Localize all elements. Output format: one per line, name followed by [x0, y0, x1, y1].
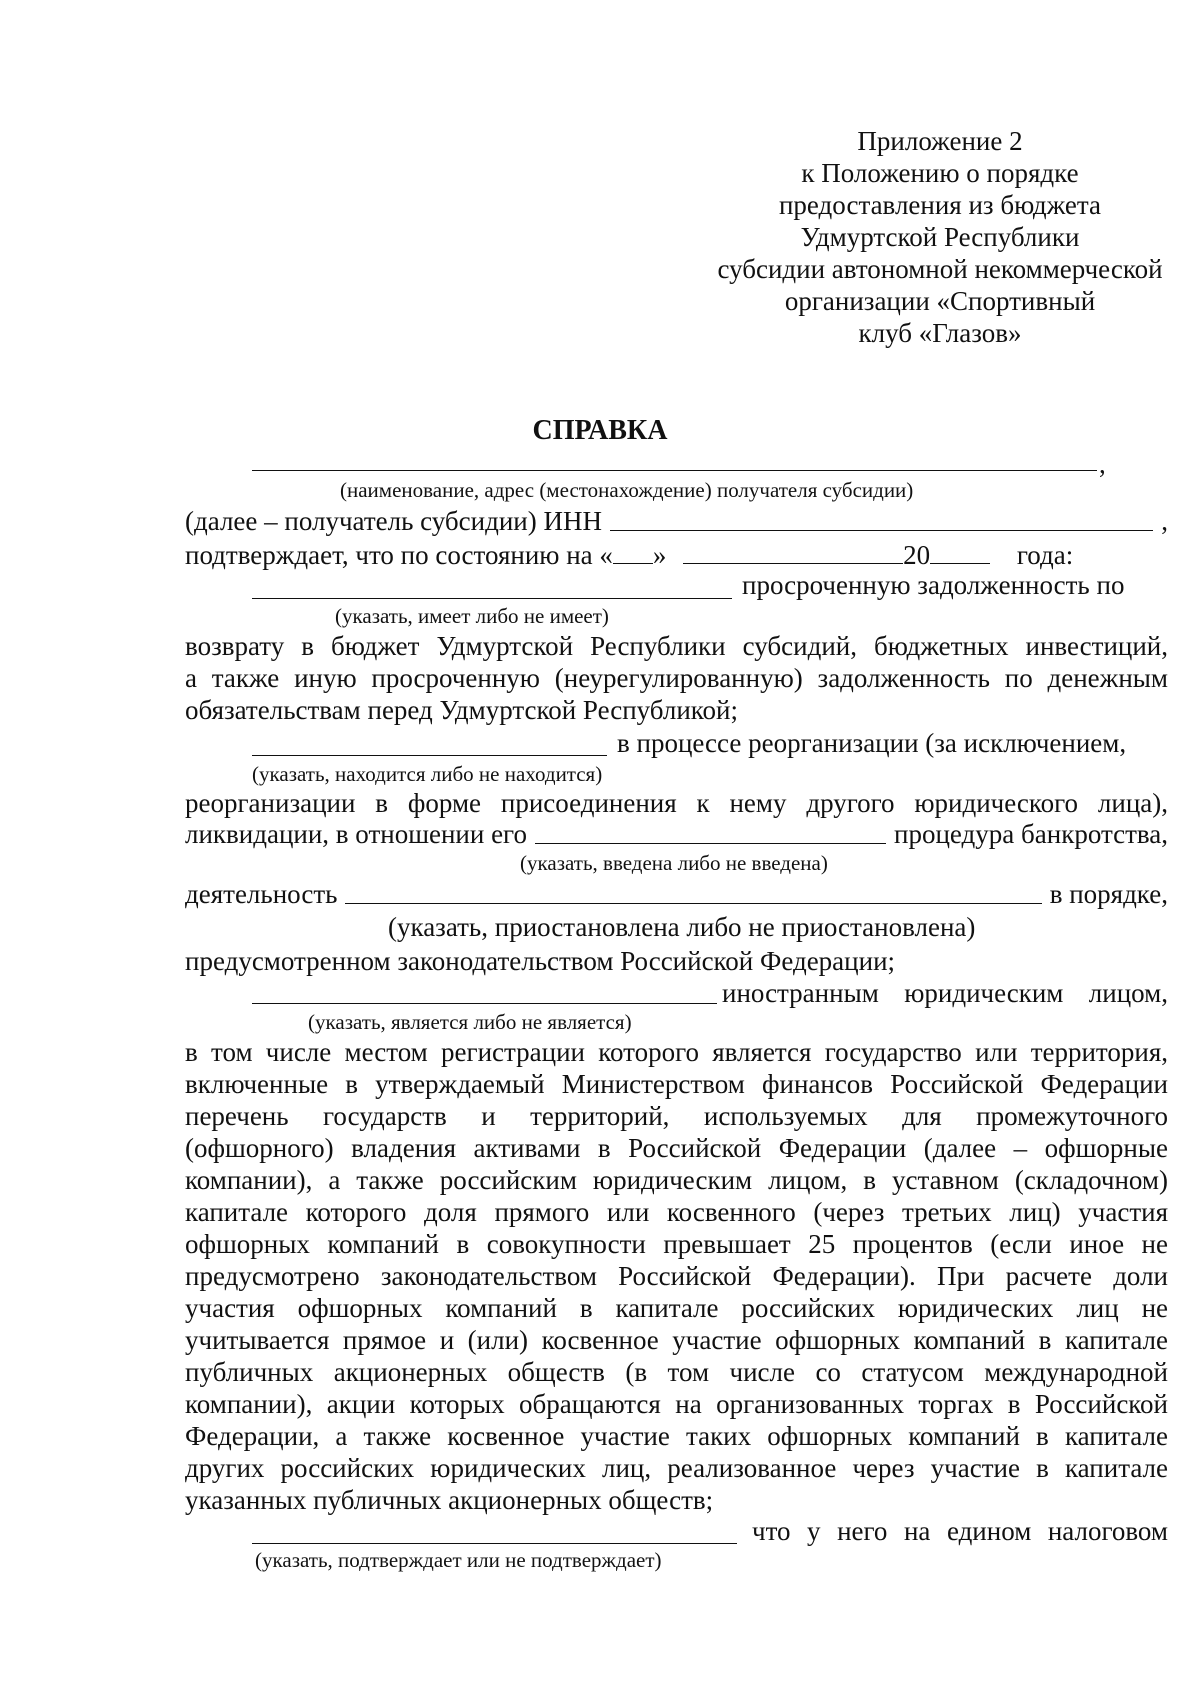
activity-blank[interactable] — [345, 879, 1041, 904]
debt-text: просроченную задолженность по — [742, 570, 1125, 600]
foreign-line: Федерации, а также косвенное участие таких офшорных компаний в капитале — [185, 1421, 1168, 1451]
tax-text-line — [752, 1515, 1168, 1547]
debt-line: возврату в бюджет Удмуртской Республики субсидий, бюджетных инвестиций, — [185, 631, 1168, 661]
foreign-line: перечень государств и территорий, используемых для промежуточного — [185, 1101, 1168, 1131]
foreign-line: включенные в утверждаемый Министерством финансов Российской Федерации — [185, 1069, 1168, 1099]
activity-prefix: деятельность — [185, 879, 338, 909]
appendix-line: Приложение 2 — [857, 126, 1023, 156]
appendix-line: Удмуртской Республики — [800, 222, 1080, 252]
debt-hint: (указать, имеет либо не имеет) — [335, 604, 609, 628]
foreign-line: компании), акции которых обращаются на организованных торгах в Российской — [185, 1389, 1168, 1419]
year-prefix: 20 — [903, 540, 931, 570]
date-suffix: года: — [1016, 540, 1074, 570]
debt-blank[interactable] — [252, 598, 732, 599]
bankruptcy-prefix: ликвидации, в отношении его — [185, 819, 527, 849]
bankruptcy-hint: (указать, введена либо не введена) — [520, 851, 828, 875]
reorganization-blank[interactable] — [252, 755, 607, 756]
inn-line — [185, 505, 1168, 537]
foreign-line: участия офшорных компаний в капитале российских юридических лиц не — [185, 1293, 1168, 1323]
activity-line2: предусмотренном законодательством Российской Федерации; — [185, 946, 896, 976]
tax-hint: (указать, подтверждает или не подтверждает) — [255, 1548, 662, 1572]
foreign-last-line: указанных публичных акционерных обществ; — [185, 1485, 714, 1515]
date-quote-close: » — [652, 540, 667, 570]
foreign-line: капитале которого доля прямого или косвенного (через третьих лиц) участия — [185, 1197, 1168, 1227]
bankruptcy-blank[interactable] — [535, 819, 886, 844]
tax-blank[interactable] — [252, 1543, 737, 1544]
foreign-line: предусмотрено законодательством Российской Федерации). При расчете доли — [185, 1261, 1168, 1291]
appendix-header — [680, 125, 1200, 349]
foreign-hint: (указать, является либо не является) — [308, 1010, 632, 1034]
bankruptcy-suffix: процедура банкротства, — [894, 819, 1168, 849]
month-blank[interactable] — [683, 537, 903, 564]
bankruptcy-line — [185, 818, 1168, 850]
appendix-line: предоставления из бюджета — [778, 190, 1102, 220]
inn-blank[interactable] — [610, 506, 1153, 531]
recipient-blank[interactable] — [252, 470, 1097, 471]
activity-hint: (указать, приостановлена либо не приостановлена) — [388, 912, 976, 942]
inn-prefix: (далее – получатель субсидии) ИНН — [185, 506, 602, 536]
foreign-text: иностранным юридическим лицом, — [722, 978, 1168, 1008]
foreign-line: учитывается прямое и (или) косвенное участие офшорных компаний в капитале — [185, 1325, 1168, 1355]
activity-line — [185, 878, 1168, 910]
foreign-line: офшорных компаний в совокупности превышает 25 процентов (если иное не — [185, 1229, 1168, 1259]
tax-text: что у него на едином налоговом — [752, 1516, 1168, 1546]
foreign-line: компании), а также российским юридическим лицом, в уставном (складочном) — [185, 1165, 1168, 1195]
date-line — [185, 537, 1073, 571]
inn-comma: , — [1161, 506, 1168, 536]
year-blank[interactable] — [930, 537, 990, 564]
foreign-line: других российских юридических лиц, реализованное через участие в капитале — [185, 1453, 1168, 1483]
foreign-line: публичных акционерных обществ (в том числе со статусом международной — [185, 1357, 1168, 1387]
date-prefix: подтверждает, что по состоянию на « — [185, 540, 613, 570]
appendix-line: клуб «Глазов» — [858, 318, 1022, 348]
day-blank[interactable] — [613, 537, 653, 564]
debt-line: обязательствам перед Удмуртской Республикой; — [185, 695, 738, 725]
appendix-line: субсидии автономной некоммерческой — [717, 254, 1163, 284]
activity-suffix: в порядке, — [1049, 879, 1168, 909]
appendix-line: организации «Спортивный — [784, 286, 1096, 316]
document-title: СПРАВКА — [532, 415, 668, 446]
recipient-hint: (наименование, адрес (местонахождение) получателя субсидии) — [340, 478, 914, 502]
appendix-line: к Положению о порядке — [801, 158, 1079, 188]
foreign-line: в том числе местом регистрации которого является государство или территория, — [185, 1037, 1168, 1067]
reorganization-line: реорганизации в форме присоединения к нему другого юридического лица), — [185, 788, 1168, 818]
foreign-text-line — [722, 977, 1168, 1009]
reorganization-text: в процессе реорганизации (за исключением, — [617, 728, 1127, 758]
recipient-comma: , — [1099, 449, 1106, 479]
debt-line: а также иную просроченную (неурегулированную) задолженность по денежным — [185, 663, 1168, 693]
foreign-line: (офшорного) владения активами в Российской Федерации (далее – офшорные — [185, 1133, 1168, 1163]
reorganization-hint: (указать, находится либо не находится) — [252, 762, 603, 786]
foreign-blank[interactable] — [252, 1003, 717, 1004]
